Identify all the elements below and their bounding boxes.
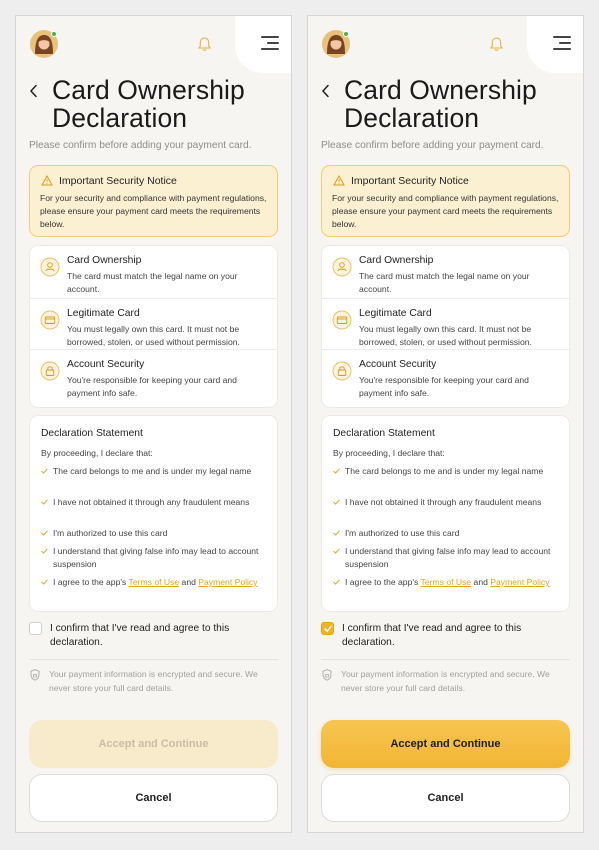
card-icon <box>40 310 60 330</box>
check-icon <box>333 548 340 554</box>
lock-icon <box>332 361 352 381</box>
check-icon <box>333 468 340 474</box>
check-icon <box>41 548 48 554</box>
requirement-title: Legitimate Card <box>359 308 432 319</box>
requirement-desc: You're responsible for keeping your card and payment info safe. <box>67 375 237 398</box>
declaration-item: I'm authorized to use this card <box>41 527 271 540</box>
notice-body: For your security and compliance with payment regulations, please ensure your payment card meets the requirements below. <box>40 193 267 229</box>
requirement-title: Legitimate Card <box>67 308 140 319</box>
lock-icon <box>40 361 60 381</box>
requirement-title: Account Security <box>359 359 437 370</box>
check-icon <box>41 530 48 536</box>
shield-icon <box>30 669 40 681</box>
confirm-label[interactable]: I confirm that I've read and agree to this declaration. <box>342 623 522 648</box>
confirm-label[interactable]: I confirm that I've read and agree to this declaration. <box>50 623 230 648</box>
back-chevron-icon[interactable] <box>28 84 40 98</box>
confirm-checkbox[interactable] <box>321 622 334 635</box>
menu-corner <box>527 15 584 73</box>
divider <box>29 659 278 660</box>
user-icon <box>40 257 60 277</box>
payment-policy-link[interactable]: Payment Policy <box>490 577 550 587</box>
requirement-item <box>30 246 277 297</box>
hamburger-menu-icon[interactable] <box>261 36 279 50</box>
hamburger-menu-icon[interactable] <box>553 36 571 50</box>
declaration-card <box>29 415 278 612</box>
requirement-desc: The card must match the legal name on your account. <box>67 271 238 294</box>
declaration-item: The card belongs to me and is under my legal name <box>333 465 563 478</box>
divider <box>321 659 570 660</box>
declaration-title: Declaration Statement <box>41 428 143 439</box>
declaration-intro: By proceeding, I declare that: <box>333 448 445 458</box>
declaration-item: I'm authorized to use this card <box>333 527 563 540</box>
menu-corner <box>235 15 292 73</box>
page-title: Card Ownership Declaration <box>344 75 537 133</box>
check-icon <box>333 499 340 505</box>
payment-policy-link[interactable]: Payment Policy <box>198 577 258 587</box>
requirement-item <box>322 246 569 297</box>
check-icon <box>41 499 48 505</box>
check-icon <box>333 579 340 585</box>
cancel-button[interactable]: Cancel <box>29 774 278 822</box>
bell-icon[interactable] <box>197 36 212 52</box>
declaration-item-terms: I agree to the app's Terms of Use and Payment Policy <box>41 576 271 589</box>
declaration-item: The card belongs to me and is under my legal name <box>41 465 271 478</box>
page-subtitle: Please confirm before adding your payment card. <box>321 140 544 151</box>
requirement-title: Card Ownership <box>359 255 434 266</box>
declaration-item: I understand that giving false info may lead to account suspension <box>333 545 563 571</box>
declaration-title: Declaration Statement <box>333 428 435 439</box>
requirement-desc: You must legally own this card. It must not be borrowed, stolen, or used without permission. <box>67 324 240 347</box>
check-icon <box>41 468 48 474</box>
requirement-item <box>30 349 277 401</box>
notice-title: Important Security Notice <box>351 175 469 187</box>
warning-icon <box>41 175 53 186</box>
notice-title: Important Security Notice <box>59 175 177 187</box>
requirement-desc: You must legally own this card. It must not be borrowed, stolen, or used without permission. <box>359 324 532 347</box>
requirement-item <box>322 349 569 401</box>
requirement-item <box>322 298 569 350</box>
page-title: Card Ownership Declaration <box>52 75 245 133</box>
back-chevron-icon[interactable] <box>320 84 332 98</box>
accept-continue-button[interactable]: Accept and Continue <box>321 720 570 768</box>
check-icon <box>333 530 340 536</box>
declaration-item: I understand that giving false info may lead to account suspension <box>41 545 271 571</box>
page-subtitle: Please confirm before adding your payment card. <box>29 140 252 151</box>
bell-icon[interactable] <box>489 36 504 52</box>
declaration-item-terms: I agree to the app's Terms of Use and Payment Policy <box>333 576 563 589</box>
declaration-item: I have not obtained it through any fraudulent means <box>333 496 563 509</box>
phone-screen-checked <box>307 15 584 833</box>
warning-icon <box>333 175 345 186</box>
declaration-intro: By proceeding, I declare that: <box>41 448 153 458</box>
terms-of-use-link[interactable]: Terms of Use <box>420 577 472 587</box>
requirement-item <box>30 298 277 350</box>
notice-body: For your security and compliance with payment regulations, please ensure your payment card meets the requirements below. <box>332 193 559 229</box>
security-notice <box>321 165 570 237</box>
terms-of-use-link[interactable]: Terms of Use <box>128 577 180 587</box>
requirement-desc: The card must match the legal name on your account. <box>359 271 530 294</box>
user-icon <box>332 257 352 277</box>
cancel-button[interactable]: Cancel <box>321 774 570 822</box>
accept-continue-button[interactable]: Accept and Continue <box>29 720 278 768</box>
check-icon <box>41 579 48 585</box>
security-note: Your payment information is encrypted and secure. We never store your full card details. <box>341 669 550 693</box>
checkmark-icon <box>324 625 332 633</box>
security-note: Your payment information is encrypted and secure. We never store your full card details. <box>49 669 258 693</box>
requirements-card <box>29 245 278 408</box>
security-notice <box>29 165 278 237</box>
requirement-title: Card Ownership <box>67 255 142 266</box>
avatar[interactable] <box>322 30 350 58</box>
declaration-card <box>321 415 570 612</box>
card-icon <box>332 310 352 330</box>
declaration-item: I have not obtained it through any fraudulent means <box>41 496 271 509</box>
shield-icon <box>322 669 332 681</box>
confirm-checkbox[interactable] <box>29 622 42 635</box>
requirements-card <box>321 245 570 408</box>
requirement-desc: You're responsible for keeping your card and payment info safe. <box>359 375 529 398</box>
avatar[interactable] <box>30 30 58 58</box>
phone-screen-unchecked <box>15 15 292 833</box>
requirement-title: Account Security <box>67 359 145 370</box>
